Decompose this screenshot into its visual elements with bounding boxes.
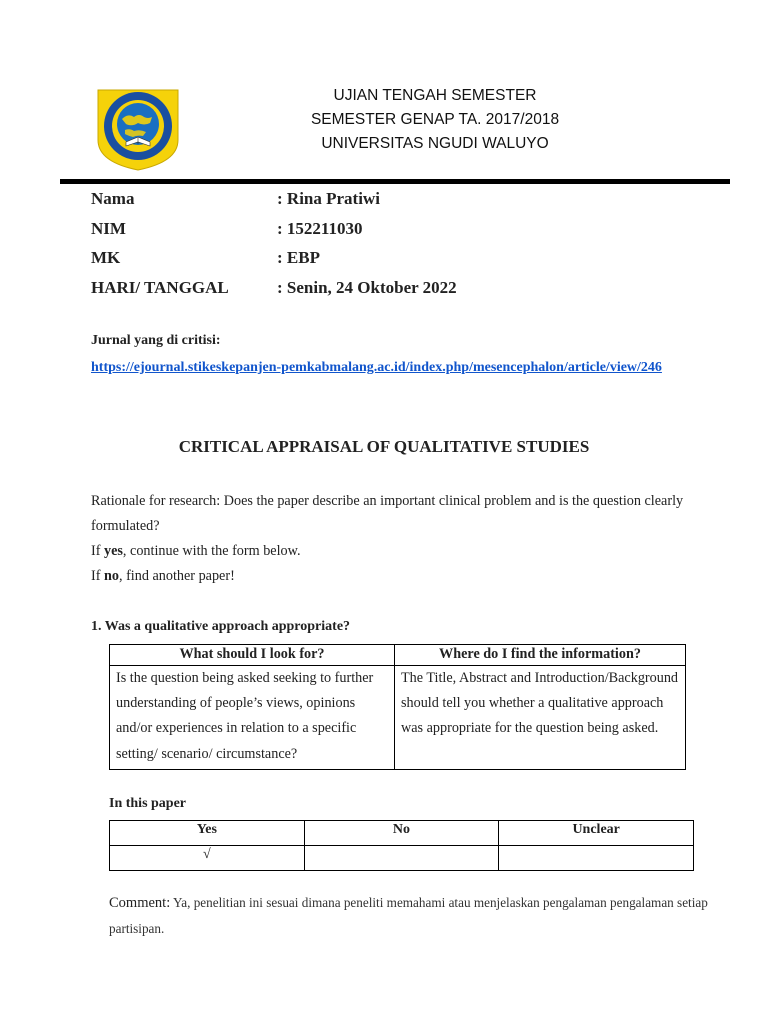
document-title: CRITICAL APPRAISAL OF QUALITATIVE STUDIES: [178, 437, 590, 456]
table-row: [110, 666, 686, 770]
col-header-look-for: What should I look for?: [110, 645, 395, 666]
answer-cell-yes: √: [110, 846, 305, 871]
rationale-no-line: [91, 564, 691, 589]
answer-table: [109, 820, 694, 871]
rationale-no-word: no: [104, 568, 119, 584]
answer-row: [110, 846, 694, 871]
rationale-text: Rationale for research: Does the paper describe an important clinical problem and is the question clearly formulated?: [91, 493, 684, 534]
answer-header-no: No: [304, 821, 499, 846]
unw-seal-icon: [92, 86, 184, 172]
rationale-no-rest: , find another paper!: [118, 568, 235, 584]
info-value: : Senin, 24 Oktober 2022: [277, 277, 457, 297]
info-label: MK: [91, 248, 121, 267]
answer-header-unclear: Unclear: [499, 821, 694, 846]
answer-cell-no: [304, 846, 499, 871]
info-label: NIM: [91, 218, 126, 238]
comment-label: Comment:: [109, 895, 171, 911]
info-value: : 152211030: [277, 218, 363, 238]
col-header-where: Where do I find the information?: [395, 645, 686, 666]
comment-section: [109, 890, 709, 941]
rationale-yes-line: [91, 539, 691, 564]
comment-text: Ya, penelitian ini sesuai dimana peneliti memahami atau menjelaskan pengalaman pengalaman setiap partisipan.: [109, 895, 708, 936]
in-this-paper-label: In this paper: [109, 796, 187, 811]
answer-cell-unclear: [499, 846, 694, 871]
cell-where: The Title, Abstract and Introduction/Background should tell you whether a qualitative approach was appropriate for the question being asked.: [395, 666, 686, 770]
rationale-section: [91, 489, 691, 589]
rationale-yes-word: yes: [104, 543, 123, 559]
jurnal-link[interactable]: https://ejournal.stikeskepanjen-pemkabmalang.ac.id/index.php/mesencephalon/article/view/246: [91, 360, 662, 375]
answer-header-yes: Yes: [110, 821, 305, 846]
rationale-no-prefix: If: [91, 568, 104, 584]
question-1-table: [109, 644, 686, 770]
jurnal-label: Jurnal yang di critisi:: [91, 333, 221, 348]
answer-header-row: [110, 821, 694, 846]
cell-look-for: Is the question being asked seeking to further understanding of people’s views, opinions and/or experiences in relation to a specific setting/ scenario/ circumstance?: [110, 666, 395, 770]
university-logo: [92, 86, 184, 172]
info-value: : Rina Pratiwi: [277, 189, 380, 208]
header-line-2: SEMESTER GENAP TA. 2017/2018: [310, 111, 560, 128]
info-value: : EBP: [277, 248, 320, 267]
rationale-yes-rest: , continue with the form below.: [122, 543, 301, 559]
exam-header: [260, 84, 610, 156]
table-header-row: [110, 645, 686, 666]
rationale-yes-prefix: If: [91, 543, 104, 559]
question-1-label: 1. Was a qualitative approach appropriate?: [91, 619, 351, 634]
info-label: HARI/ TANGGAL: [91, 277, 229, 297]
header-line-1: UJIAN TENGAH SEMESTER: [333, 87, 537, 104]
info-label: Nama: [91, 189, 135, 208]
header-line-3: UNIVERSITAS NGUDI WALUYO: [321, 135, 549, 152]
